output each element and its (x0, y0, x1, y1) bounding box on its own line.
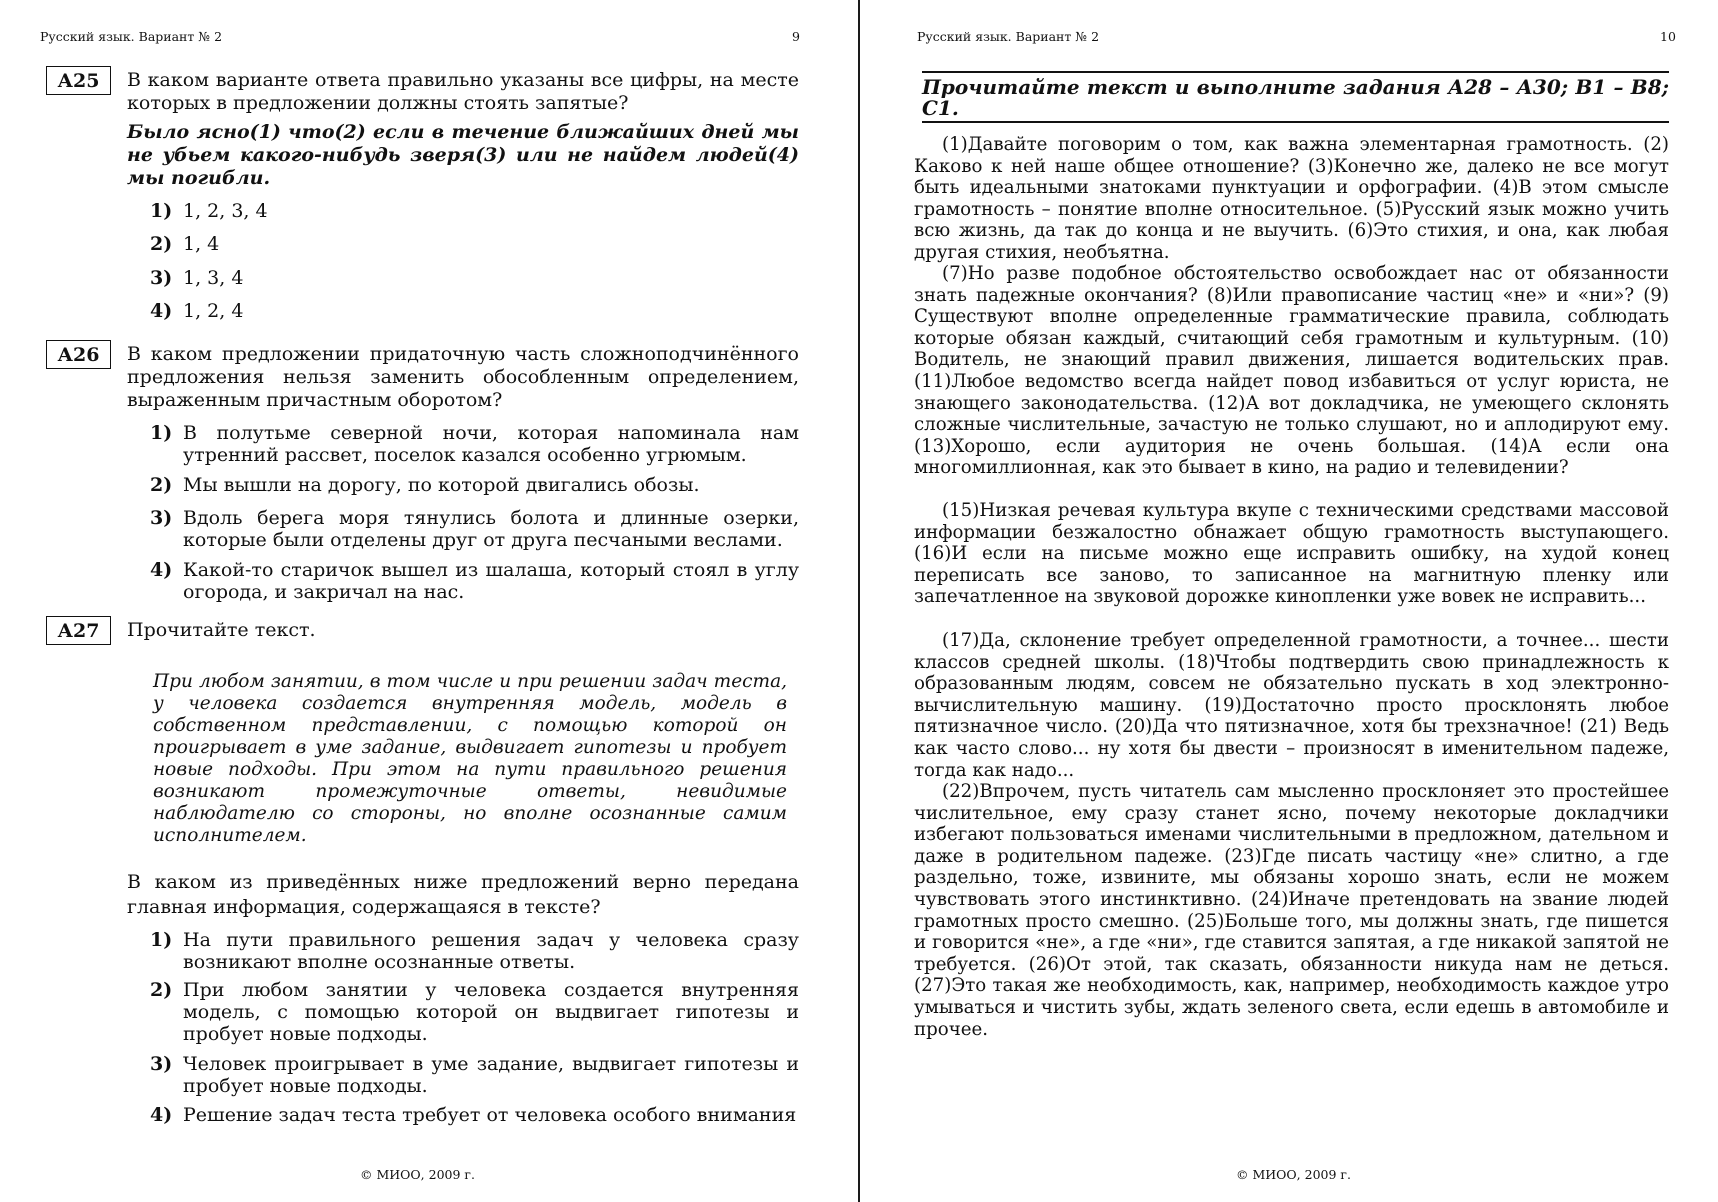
option-number: 2) (150, 233, 173, 255)
option-text: В полутьме северной ночи, которая напоминала нам утренний рассвет, поселок казался особенно угрюмым. (183, 422, 799, 466)
text-paragraph-1: (1)Давайте поговорим о том, как важна элементарная грамотность. (2) Каково к ней наше общее отношение? (3)Конечно же, далеко не все могут быть идеальными знатоками пунктуации и орфографии. (4)В этом смысле грамотность – понятие вполне относительное. (5)Русский язык можно учить всю жизнь, да так до конца и не выучить. (6)Это стихия, и она, как любая другая стихия, необъятна. (914, 134, 1669, 263)
a26-option-1 (150, 422, 799, 466)
right-page-number: 10 (1660, 29, 1676, 44)
option-text: 1, 4 (183, 233, 220, 255)
a26-label: А26 (46, 340, 111, 369)
option-text: Какой-то старичок вышел из шалаша, который стоял в углу огорода, и закричал на нас. (183, 559, 799, 603)
option-text: 1, 2, 4 (183, 300, 244, 322)
left-page-number: 9 (792, 29, 800, 44)
a25-option-4 (150, 300, 799, 322)
text-paragraph-3: (15)Низкая речевая культура вкупе с техническими средствами массовой информации безжалостно обнажает общую грамотность выступающего. (16)И если на письме можно еще исправить ошибку, на худой конец переписать все заново, то записанное на магнитную пленку или запечатленное на звуковой дорожке кинопленки уже вовек не исправить... (914, 500, 1669, 608)
instruction-bottom-rule (922, 121, 1669, 123)
a25-question: В каком варианте ответа правильно указаны все цифры, на месте которых в предложении должны стоять запятые? (127, 69, 799, 114)
a27-question: В каком из приведённых ниже предложений верно передана главная информация, содержащаяся в тексте? (127, 871, 799, 918)
a27-intro: Прочитайте текст. (127, 619, 316, 641)
option-text: 1, 2, 3, 4 (183, 200, 268, 222)
option-number: 3) (150, 507, 173, 529)
a27-option-1 (150, 929, 799, 973)
option-number: 3) (150, 267, 173, 289)
a25-sentence: Было ясно(1) что(2) если в течение ближайших дней мы не убьем какого-нибудь зверя(3) или не найдем людей(4) мы погибли. (127, 121, 799, 189)
option-text: Решение задач теста требует от человека особого внимания (183, 1104, 797, 1126)
option-text: Вдоль берега моря тянулись болота и длинные озерки, которые были отделены друг от друга песчаными веслами. (183, 507, 799, 551)
option-number: 4) (150, 559, 173, 581)
left-footer: © МИОО, 2009 г. (360, 1167, 475, 1182)
right-header-title: Русский язык. Вариант № 2 (917, 29, 1100, 44)
a25-option-1 (150, 200, 799, 222)
option-text: При любом занятии у человека создается внутренняя модель, с помощью которой он выдвигает гипотезы и пробует новые подходы. (183, 979, 799, 1045)
a25-option-2 (150, 233, 799, 255)
option-number: 4) (150, 1104, 173, 1126)
text-paragraph-4: (17)Да, склонение требует определенной грамотности, а точнее... шести классов средней школы. (18)Чтобы подтвердить свою принадлежность к образованным людям, совсем не обязательно пускать в ход электронно-вычислительную машину. (19)Достаточно просто просклонять любое пятизначное число. (20)Да что пятизначное, хотя бы трехзначное! (21) Ведь как часто слово... ну хотя бы двести – произносят в именительном падеже, тогда как надо... (914, 630, 1669, 781)
a26-question: В каком предложении придаточную часть сложноподчинённого предложения нельзя заменить обособленным определением, выраженным причастным оборотом? (127, 343, 799, 411)
a25-option-3 (150, 267, 799, 289)
option-text: 1, 3, 4 (183, 267, 244, 289)
instruction-top-rule (922, 71, 1669, 73)
a27-passage: При любом занятии, в том числе и при решении задач теста, у человека создается внутренняя модель, модель в собственном представлении, с помощью которой он проигрывает в уме задание, выдвигает гипотезы и пробует новые подходы. При этом на пути правильного решения возникают промежуточные ответы, невидимые наблюдателю со стороны, но вполне осознанные самим исполнителем. (153, 671, 787, 846)
option-text: Мы вышли на дорогу, по которой двигались обозы. (183, 474, 700, 496)
a27-option-3 (150, 1053, 799, 1097)
option-number: 1) (150, 929, 173, 951)
a26-option-4 (150, 559, 799, 603)
a27-option-2 (150, 979, 799, 1045)
option-number: 1) (150, 422, 173, 444)
option-text: Человек проигрывает в уме задание, выдвигает гипотезы и пробует новые подходы. (183, 1053, 799, 1097)
instruction: Прочитайте текст и выполните задания А28 – А30; В1 – В8; С1. (922, 75, 1669, 120)
right-footer: © МИОО, 2009 г. (1236, 1167, 1351, 1182)
a27-label: А27 (46, 616, 111, 645)
a26-option-3 (150, 507, 799, 551)
left-page (0, 0, 858, 1202)
a25-label: А25 (46, 66, 111, 95)
a26-option-2 (150, 474, 799, 496)
option-number: 2) (150, 979, 173, 1001)
right-page (860, 0, 1718, 1202)
text-paragraph-5: (22)Впрочем, пусть читатель сам мысленно просклоняет это простейшее числительное, ему сразу станет ясно, почему некоторые докладчики избегают пользоваться именами числительными в предложном, дательном и даже в родительном падеже. (23)Где писать частицу «не» слитно, а где раздельно, тоже, извините, мы обязаны хорошо знать, если не можем чувствовать этого инстинктивно. (24)Иначе претендовать на звание людей грамотных просто смешно. (25)Больше того, мы должны знать, где пишется и говорится «не», а где «ни», где ставится запятая, а где никакой запятой не требуется. (26)От этой, так сказать, обязанности никуда нам не деться. (27)Это такая же необходимость, как, например, необходимость каждое утро умываться и чистить зубы, ждать зеленого света, если едешь в автомобиле и прочее. (914, 781, 1669, 1040)
option-number: 4) (150, 300, 173, 322)
text-paragraph-2: (7)Но разве подобное обстоятельство освобождает нас от обязанности знать падежные окончания? (8)Или правописание частиц «не» и «ни»? (9) Существуют вполне определенные грамматические правила, соблюдать которые обязан каждый, считающий себя грамотным и культурным. (10) Водитель, не знающий правил движения, лишается водительских прав. (11)Любое ведомство всегда найдет повод избавиться от услуг юриста, не знающего законодательства. (12)А вот докладчика, не умеющего склонять сложные числительные, зачастую не только слушают, но и аплодируют ему. (13)Хорошо, если аудитория не очень большая. (14)А если она многомиллионная, как это бывает в кино, на радио и телевидении? (914, 263, 1669, 479)
option-number: 1) (150, 200, 173, 222)
option-number: 2) (150, 474, 173, 496)
left-header-title: Русский язык. Вариант № 2 (40, 29, 223, 44)
option-text: На пути правильного решения задач у человека сразу возникают вполне осознанные ответы. (183, 929, 799, 973)
a27-option-4 (150, 1104, 799, 1126)
option-number: 3) (150, 1053, 173, 1075)
